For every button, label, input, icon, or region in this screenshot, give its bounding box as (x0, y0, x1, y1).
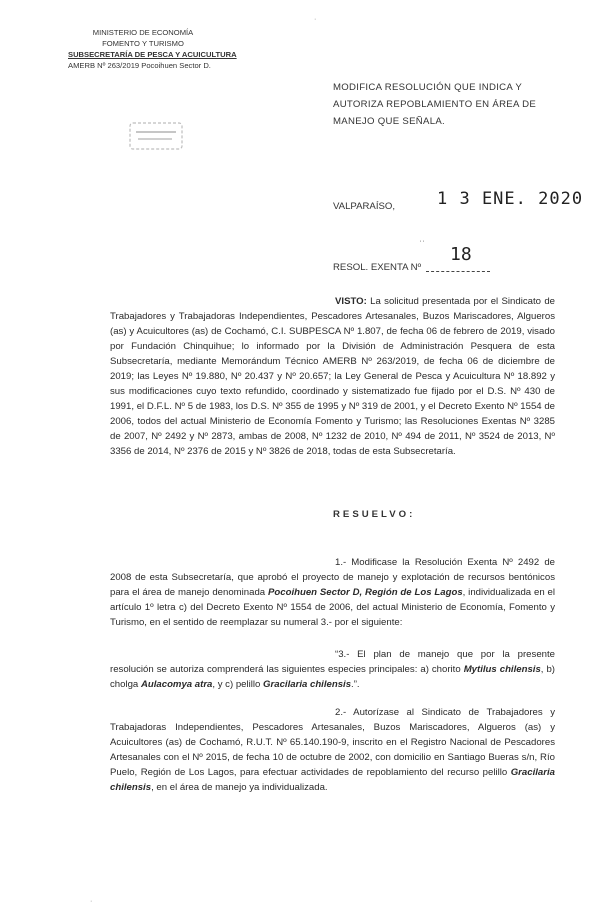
resuelvo-heading: RESUELVO: (333, 509, 416, 520)
stamped-date: 1 3 ENE. 2020 (437, 189, 584, 209)
species-gracilaria-2: Gracilaria chilensis (110, 767, 555, 793)
numeral-3-text-g: .”. (351, 679, 360, 690)
numeral-3-text-e: , y c) pelillo (212, 679, 264, 690)
resolution-label: RESOL. EXENTA Nº (333, 262, 422, 273)
ministry-subname: FOMENTO Y TURISMO (102, 39, 184, 48)
species-mytilus: Mytilus chilensis (463, 664, 541, 675)
stamp-ticks: ' ' (420, 241, 424, 247)
article-2-text-c: , en el área de manejo ya individualizada. (151, 782, 328, 793)
resolution-number: 18 (450, 244, 472, 265)
article-2-paragraph (110, 705, 555, 795)
article-1-text-c: , individualizada en el artículo 1º letra c) del Decreto Exento Nº 1554 de 2006, del actual Ministerio de Economía, Fomento y Turismo, en el sentido de reemplazar su numeral 3.- por el siguiente: (110, 587, 555, 628)
subsecretaria-name: SUBSECRETARÍA DE PESCA Y ACUICULTURA (68, 50, 237, 59)
numeral-3-text-a: “3.- El plan de manejo que por la presente resolución se autoriza comprenderá las siguientes especies principales: a) chorito (110, 649, 555, 675)
species-gracilaria: Gracilaria chilensis (263, 679, 352, 690)
resolution-number-line (426, 271, 490, 272)
area-name: Pocoihuen Sector D, Región de Los Lagos (267, 587, 463, 598)
article-1-paragraph (110, 555, 555, 630)
visto-paragraph (110, 294, 555, 459)
article-1-text-a: 1.- Modificase la Resolución Exenta Nº 2492 de 2008 de esta Subsecretaría, que aprobó el proyecto de manejo y explotación de recursos bentónicos para el área de manejo denominada (110, 557, 555, 598)
document-title: MODIFICA RESOLUCIÓN QUE INDICA Y AUTORIZA REPOBLAMIENTO EN ÁREA DE MANEJO QUE SEÑALA. (333, 82, 537, 127)
visto-label: VISTO: (335, 296, 367, 307)
official-stamp-icon (128, 121, 184, 151)
scan-mark-bottom: · (90, 898, 93, 905)
visto-text: La solicitud presentada por el Sindicato de Trabajadores y Trabajadoras Independientes, Pescadores Artesanales, Buzos Mariscadores, Algueros (as) y Acuicultores (as) de Cochamó, C.I. SUBPESCA Nº 1.807, de fecha 06 de febrero de 2019, visado por Fundación Chinquihue; lo informado por la División de Administración Pesquera de esta Subsecretaría, mediante Memorándum Técnico AMERB Nº 263/2019, de fecha 06 de diciembre de 2019; las Leyes Nº 19.880, Nº 20.437 y Nº 20.657; la Ley General de Pesca y Acuicultura Nº 18.892 y sus modificaciones cuyo texto refundido, coordinado y sistematizado fue fijado por el D.S. Nº 430 de 1991, el D.F.L. Nº 5 de 1983, los D.S. Nº 355 de 1995 y Nº 319 de 2001, y el Decreto Exento Nº 1554 de 2006, todos del actual Ministerio de Economía Fomento y Turismo; las Resoluciones Exentas Nº 3285 de 2007, Nº 2492 y Nº 2873, ambas de 2008, Nº 1232 de 2010, Nº 494 de 2011, Nº 3524 de 2013, Nº 3356 de 2014, Nº 2376 de 2015 y Nº 3826 de 2018, todas de esta Subsecretaría. (110, 296, 555, 457)
numeral-3-text-c: , b) cholga (110, 664, 555, 690)
article-2-text-a: 2.- Autorízase al Sindicato de Trabajadores y Trabajadoras Independientes, Pescadores Artesanales, Buzos Mariscadores, Algueros (as) y Acuicultores (as) de Cochamó, R.U.T. Nº 65.140.190-9, inscrito en el Registro Nacional de Pescadores Artesanales con el Nº 2015, de fecha 10 de octubre de 2002, con domicilio en Santiago Bueras s/n, Río Puelo, Región de Los Lagos, para efectuar actividades de repoblamiento del recurso pelillo (110, 707, 555, 778)
scan-mark: · (314, 16, 317, 23)
letterhead (68, 27, 237, 71)
amerb-reference: AMERB Nº 263/2019 Pocoihuen Sector D. (68, 61, 211, 70)
ministry-name: MINISTERIO DE ECONOMÍA (92, 28, 194, 37)
numeral-3-paragraph (110, 647, 555, 692)
species-aulacomya: Aulacomya atra (140, 679, 213, 690)
place-label: VALPARAÍSO, (333, 201, 396, 212)
